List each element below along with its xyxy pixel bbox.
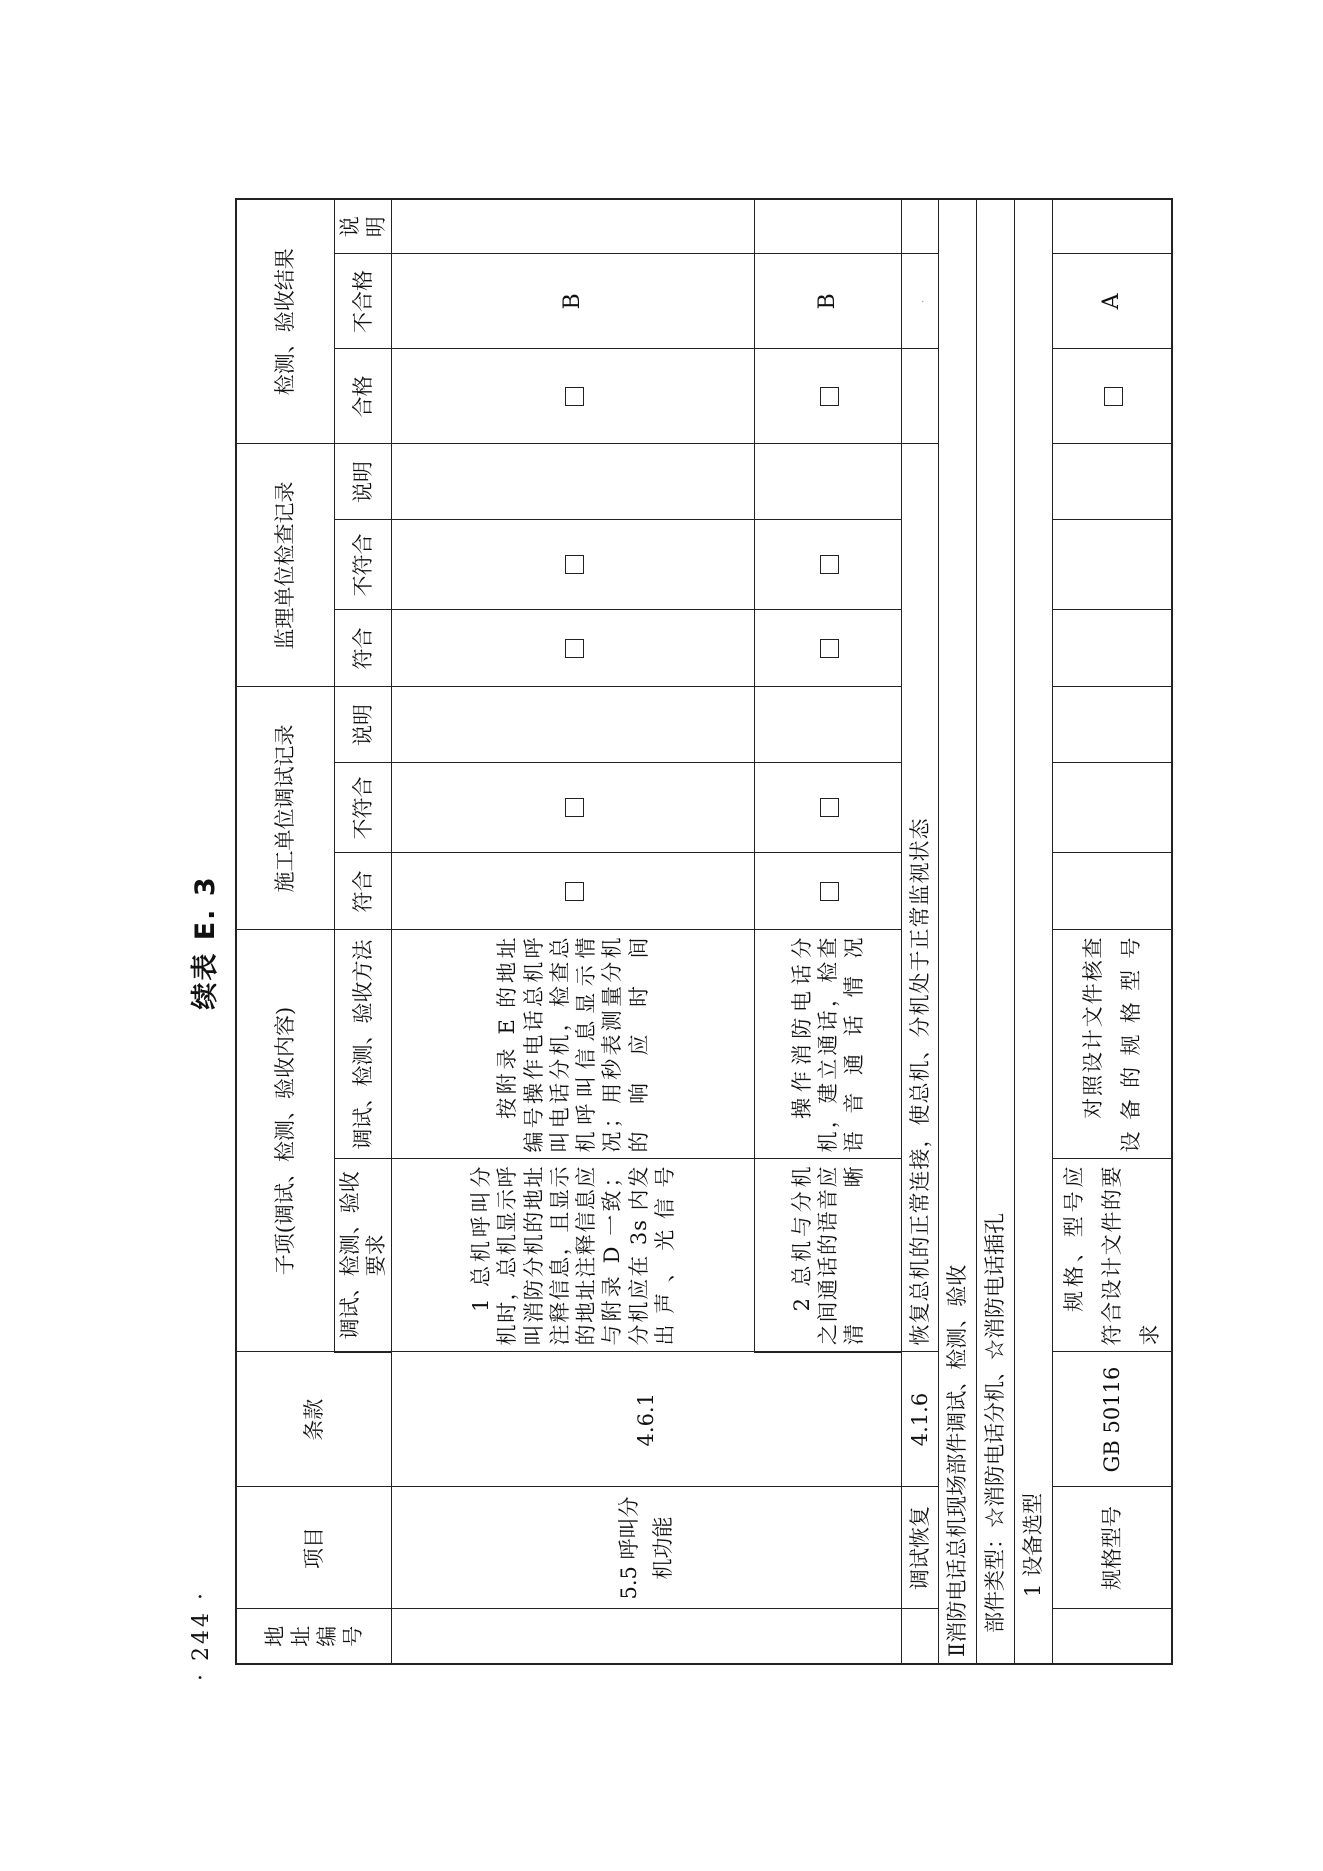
result-code: A	[1053, 254, 1173, 349]
header-requirement: 调试、检测、验收要求	[334, 1159, 392, 1352]
requirement-cell	[755, 1159, 902, 1352]
supervision-note-cell[interactable]	[755, 444, 902, 520]
subsection-title: 1 设备选型	[1015, 199, 1053, 1664]
supervision-conform-check[interactable]	[392, 610, 755, 687]
checkbox-icon[interactable]	[820, 387, 839, 406]
construction-conform-check[interactable]	[755, 853, 902, 930]
spec-clause: GB 50116	[1053, 1352, 1173, 1487]
result-code: B	[755, 254, 902, 349]
result-note-cell[interactable]	[392, 199, 755, 254]
checkbox-icon[interactable]	[565, 555, 584, 574]
checkbox-icon[interactable]	[820, 798, 839, 817]
dot-mark-icon: ·	[915, 299, 930, 304]
clause-cell: 4.6.1	[392, 1352, 902, 1487]
header-result-note: 说明	[334, 199, 392, 254]
result-note-cell[interactable]	[755, 199, 902, 254]
supervision-note-cell[interactable]	[1053, 444, 1173, 520]
inspection-table	[235, 198, 1173, 1665]
construction-conform-cell[interactable]	[1053, 853, 1173, 930]
method-text: 按附录 E 的地址编号操作电话总机呼叫电话分机，检查总机呼叫信息显示情况；用秒表测量分机的响应时间	[495, 936, 651, 1153]
construction-nonconform-check[interactable]	[755, 763, 902, 853]
header-construction-unit: 施工单位调试记录	[236, 687, 334, 930]
pass-check[interactable]	[755, 349, 902, 444]
header-acceptance-result: 检测、验收结果	[236, 199, 334, 444]
pass-cell	[902, 349, 939, 444]
spec-method: 对照设计文件核查设备的规格型号	[1081, 936, 1143, 1153]
spec-row	[1053, 199, 1173, 1664]
requirement-text: 1 总机呼叫分机时，总机显示呼叫消防分机的地址注释信息，且显示的地址注释信息应与附录 D 一致；分机应在 3s 内发出声、光信号	[469, 1165, 677, 1346]
spec-project: 规格型号	[1053, 1487, 1173, 1609]
header-construction-note: 说明	[334, 687, 392, 763]
supervision-nonconform-check[interactable]	[755, 520, 902, 610]
construction-nonconform-check[interactable]	[392, 763, 755, 853]
requirement-cell	[392, 1159, 755, 1352]
table-row	[392, 199, 755, 1664]
construction-conform-check[interactable]	[392, 853, 755, 930]
address-no-cell	[1053, 1609, 1173, 1664]
checkbox-icon[interactable]	[820, 639, 839, 658]
page-number: · 244 ·	[189, 1590, 214, 1681]
result-note-cell	[902, 199, 939, 254]
part-type-row	[977, 199, 1015, 1664]
supervision-conform-check[interactable]	[755, 610, 902, 687]
page-title: 续表 E. 3	[190, 875, 221, 1010]
supervision-conform-cell[interactable]	[1053, 610, 1173, 687]
header-pass: 合格	[334, 349, 392, 444]
supervision-nonconform-check[interactable]	[392, 520, 755, 610]
result-note-cell[interactable]	[1053, 199, 1173, 254]
checkbox-icon[interactable]	[565, 387, 584, 406]
header-supervision-nonconform: 不符合	[334, 520, 392, 610]
restore-row	[902, 199, 939, 1664]
checkbox-icon[interactable]	[820, 555, 839, 574]
checkbox-icon[interactable]	[565, 798, 584, 817]
header-row-1	[236, 199, 334, 1664]
header-method: 调试、检测、验收方法	[334, 930, 392, 1159]
header-supervision-unit: 监理单位检查记录	[236, 444, 334, 687]
header-construction-conform: 符合	[334, 853, 392, 930]
header-sub-item: 子项(调试、检测、验收内容)	[236, 930, 334, 1352]
header-supervision-conform: 符合	[334, 610, 392, 687]
construction-note-cell[interactable]	[1053, 687, 1173, 763]
spec-requirement-cell	[1053, 1159, 1173, 1352]
pass-check[interactable]	[392, 349, 755, 444]
construction-note-cell[interactable]	[755, 687, 902, 763]
method-text: 操作消防电话分机，建立通话，检查语音通话情况	[789, 936, 867, 1153]
header-construction-nonconform: 不符合	[334, 763, 392, 853]
checkbox-icon[interactable]	[820, 882, 839, 901]
restore-text: 恢复总机的正常连接，使总机、分机处于正常监视状态	[902, 444, 939, 1352]
method-cell	[392, 930, 755, 1159]
restore-project: 调试恢复	[902, 1487, 939, 1609]
checkbox-icon[interactable]	[1104, 387, 1123, 406]
construction-nonconform-cell[interactable]	[1053, 763, 1173, 853]
header-project: 项目	[236, 1487, 392, 1609]
result-code: B	[392, 254, 755, 349]
rotated-page	[175, 200, 1162, 1685]
section-row	[939, 199, 977, 1664]
supervision-nonconform-cell[interactable]	[1053, 520, 1173, 610]
address-no-cell	[392, 1609, 902, 1664]
result-cell	[902, 254, 939, 349]
construction-note-cell[interactable]	[392, 687, 755, 763]
requirement-text: 2 总机与分机之间通话的语音应清晰	[789, 1165, 867, 1345]
checkbox-icon[interactable]	[565, 639, 584, 658]
header-supervision-note: 说明	[334, 444, 392, 520]
pass-check[interactable]	[1053, 349, 1173, 444]
header-fail: 不合格	[334, 254, 392, 349]
method-cell	[755, 930, 902, 1159]
section-title: Ⅱ消防电话总机现场部件调试、检测、验收	[939, 199, 977, 1664]
address-no-cell	[902, 1609, 939, 1664]
header-address-no: 地址编号	[236, 1609, 392, 1664]
subsection-row	[1015, 199, 1053, 1664]
restore-clause: 4.1.6	[902, 1352, 939, 1487]
project-cell: 5.5 呼叫分机功能	[392, 1487, 902, 1609]
header-clause: 条款	[236, 1352, 392, 1487]
checkbox-icon[interactable]	[565, 882, 584, 901]
supervision-note-cell[interactable]	[392, 444, 755, 520]
spec-method-cell	[1053, 930, 1173, 1159]
spec-requirement: 规格、型号应符合设计文件的要求	[1062, 1165, 1162, 1346]
part-type: 部件类型：☆消防电话分机、☆消防电话插孔	[977, 199, 1015, 1664]
